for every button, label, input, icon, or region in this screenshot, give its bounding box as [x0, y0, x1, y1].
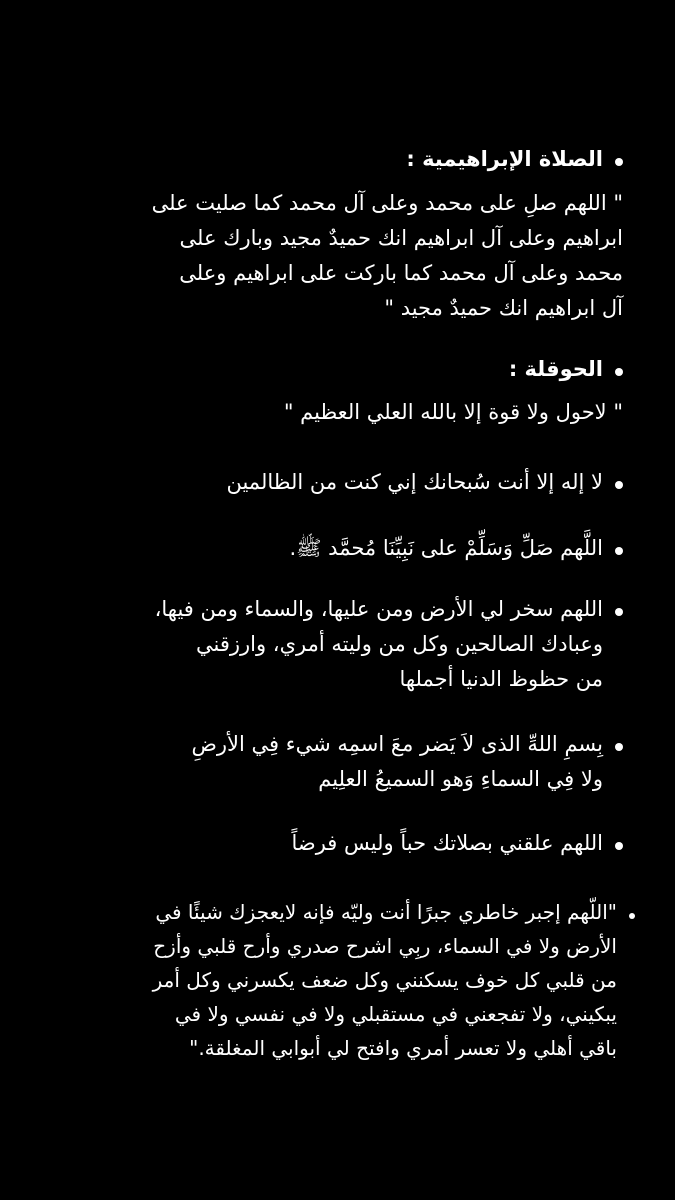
bullet-icon	[615, 481, 623, 489]
section-ibrahimi-heading-row	[60, 142, 623, 177]
text-line: " اللهم صلِ على محمد وعلى آل محمد كما صليت على	[151, 191, 623, 215]
section-heading: الحوقلة :	[508, 357, 603, 381]
list-item	[60, 592, 623, 697]
list-item	[60, 727, 623, 797]
text-line: ابراهيم وعلى آل ابراهيم انك حميدٌ مجيد وبارك على	[179, 226, 623, 250]
text-line: " لاحول ولا قوة إلا بالله العلي العظيم "	[283, 400, 623, 424]
bullet-icon	[629, 913, 635, 919]
text-line: وعبادك الصالحين وكل من وليته أمري، وارزقني	[195, 632, 603, 656]
text-line: باقي أهلي ولا تعسر أمري وافتح لي أبوابي المغلقة."	[189, 1036, 617, 1060]
bullet-icon	[615, 842, 623, 850]
bullet-icon	[615, 158, 623, 166]
text-line: بِسمِ اللهِّ الذى لاَ يَضر معَ اسمِه شيء فِي الأرضِ	[191, 732, 603, 756]
text-line: الأرض ولا في السماء، ربِي اشرح صدري وأرح قلبي وأزح	[153, 934, 617, 958]
ibrahimi-prayer-text	[60, 186, 623, 326]
bullet-icon	[615, 368, 623, 376]
text-line: آل ابراهيم انك حميدٌ مجيد "	[384, 296, 623, 320]
list-item	[60, 826, 623, 861]
text-line: "اللّهم إجبر خاطري جبرًا أنت وليّه فإنه لايعجزك شيئًا في	[155, 900, 617, 924]
item-text: لا إله إلا أنت سُبحانك إني كنت من الظالمين	[226, 470, 603, 494]
text-line: يبكيني، ولا تفجعني في مستقبلي ولا في نفسي ولا في	[174, 1002, 617, 1026]
item-text-block	[192, 727, 604, 797]
item-text-block	[153, 895, 617, 1065]
bullet-icon	[615, 547, 623, 555]
bullet-icon	[615, 743, 623, 751]
list-item	[60, 465, 623, 500]
text-line: ولا فِي السماءِ وَهو السميعُ العلِيم	[318, 767, 603, 791]
item-text: اللهم علقني بصلاتك حباً وليس فرضاً	[291, 831, 603, 855]
list-item	[60, 895, 635, 1065]
section-ibrahimi-prayer	[60, 142, 623, 326]
text-line: من قلبي كل خوف يسكنني وكل ضعف يكسرني وكل أمر	[152, 968, 617, 992]
text-line: اللهم سخر لي الأرض ومن عليها، والسماء ومن فيها،	[154, 597, 603, 621]
section-hawqala-heading-row	[60, 352, 623, 387]
section-hawqala	[60, 352, 623, 430]
list-item	[60, 531, 623, 566]
text-line: محمد وعلى آل محمد كما باركت على ابراهيم وعلى	[179, 261, 623, 285]
text-line: من حظوظ الدنيا أجملها	[399, 667, 603, 691]
bullet-icon	[615, 608, 623, 616]
hawqala-text	[60, 395, 623, 430]
item-text: اللَّهم صَلِّ وَسَلِّمْ على نَبِيِّنَا مُحمَّد ﷺ.	[289, 536, 603, 560]
section-heading: الصلاة الإبراهيمية :	[406, 147, 603, 171]
item-text-block	[155, 592, 603, 697]
